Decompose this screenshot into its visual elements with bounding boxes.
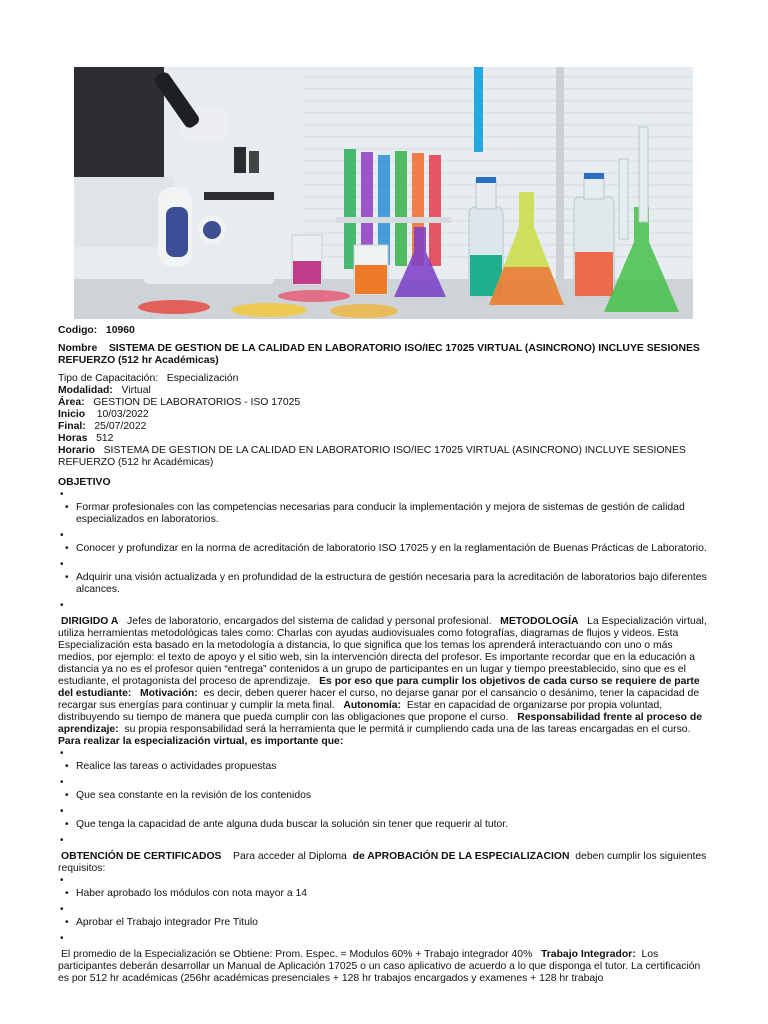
requisito-item: • Realice las tareas o actividades propuestas bbox=[58, 761, 710, 773]
objetivo-list bbox=[58, 489, 710, 612]
lab-glassware-illustration bbox=[74, 67, 693, 319]
final-row bbox=[58, 421, 710, 433]
horas-value: 512 bbox=[96, 433, 114, 444]
tipo-label: Tipo de Capacitación: bbox=[58, 373, 159, 384]
objetivo-item: • Adquirir una visión actualizada y en profundidad de la estructura de gestión necesaria para la acreditación de laboratorios bajo diferentes alcances. bbox=[58, 572, 710, 596]
empty-bullet bbox=[58, 748, 710, 760]
empty-bullet bbox=[58, 933, 710, 945]
empty-bullet bbox=[58, 806, 710, 818]
realizar-label: Para realizar la especialización virtual, es importante que: bbox=[58, 736, 344, 747]
inicio-value: 10/03/2022 bbox=[96, 409, 149, 420]
course-details bbox=[58, 325, 710, 985]
trabajo-text: Los participantes deberán desarrollar un Manual de Aplicación 17025 o un caso aplicativo de acuerdo a lo que disponga el tutor. La certificación es por 512 hr académicas (256hr académicas presenciales + 128 hr trabajos encargados y examenes + 128 hr trabajo bbox=[58, 949, 701, 984]
objetivo-item: • Formar profesionales con las competencias necesarias para conducir la implementación y mejora de sistemas de gestión de calidad especializados en laboratorios. bbox=[58, 502, 710, 526]
requisitos-estudiante-list bbox=[58, 748, 710, 847]
empty-bullet bbox=[58, 530, 710, 542]
empty-bullet bbox=[58, 600, 710, 612]
empty-bullet bbox=[58, 904, 710, 916]
horario-label: Horario bbox=[58, 445, 95, 456]
empty-bullet bbox=[58, 489, 710, 501]
responsabilidad-text: su propia responsabilidad será la herramienta que le permitá ir cumpliendo cada una de las tareas encargadas en el curso. bbox=[124, 724, 691, 735]
final-label: Final: bbox=[58, 421, 86, 432]
autonomia-label: Autonomía: bbox=[343, 700, 402, 711]
inicio-label: Inicio bbox=[58, 409, 86, 420]
certificado-item: • Haber aprobado los módulos con nota mayor a 14 bbox=[58, 888, 710, 900]
laboratory-hero-image bbox=[74, 67, 693, 319]
diploma-label: de APROBACIÓN DE LA ESPECIALIZACION bbox=[352, 851, 570, 862]
empty-bullet bbox=[58, 875, 710, 887]
promedio-paragraph bbox=[58, 949, 710, 985]
objetivo-heading: OBJETIVO bbox=[58, 477, 111, 488]
motivacion-text: es decir, deben querer hacer el curso, no dejarse ganar por el cansancio o desánimo, tener la capacidad de recargar sus energías para continuar y cumplir la meta final. bbox=[58, 688, 700, 711]
certificados-list bbox=[58, 875, 710, 945]
responsabilidad-label: Responsabilidad frente al proceso de aprendizaje: bbox=[58, 712, 702, 735]
horas-row bbox=[58, 433, 710, 445]
metodologia-label: METODOLOGÍA bbox=[500, 616, 579, 627]
certificados-text1: Para acceder al Diploma bbox=[233, 851, 347, 862]
tipo-value: Especialización bbox=[166, 373, 239, 384]
modalidad-label: Modalidad: bbox=[58, 385, 113, 396]
requisito-item: • Que tenga la capacidad de ante alguna duda buscar la solución sin tener que requerir al tutor. bbox=[58, 819, 710, 831]
final-value: 25/07/2022 bbox=[94, 421, 147, 432]
codigo-label: Codigo: bbox=[58, 325, 98, 336]
nombre-label: Nombre bbox=[58, 343, 98, 354]
dirigido-label: DIRIGIDO A bbox=[61, 616, 119, 627]
certificados-paragraph bbox=[58, 851, 710, 875]
horas-label: Horas bbox=[58, 433, 88, 444]
dirigido-paragraph bbox=[58, 616, 710, 748]
modalidad-value: Virtual bbox=[121, 385, 151, 396]
dirigido-text: Jefes de laboratorio, encargados del sistema de calidad y personal profesional. bbox=[127, 616, 492, 627]
metodologia-text: La Especialización virtual, utiliza herramientas metodológicas tales como: Charlas con ayudas audiovisuales como fotografías, diagramas de flujos y videos. Esta Especialización esta basado en la metodología a distancia, lo que significa que los temas los aprenderá interactuando con uno o más medios, por ejemplo: el texto de apoyo y el sitio web, sin la intervención directa del profesor. Es importante recordar que en la educación a distancia ya no es el profesor quien “entrega” contenidos a un grupo de participantes en un lugar y tiempo preestablecido, sino que es el estudiante, el protagonista del proceso de aprendizaje. bbox=[58, 616, 707, 687]
empty-bullet bbox=[58, 559, 710, 571]
modalidad-row bbox=[58, 385, 710, 397]
area-label: Área: bbox=[58, 397, 85, 408]
motivacion-label: Motivación: bbox=[140, 688, 198, 699]
certificado-item: • Aprobar el Trabajo integrador Pre Titulo bbox=[58, 917, 710, 929]
codigo-row bbox=[58, 325, 710, 337]
objetivo-item: • Conocer y profundizar en la norma de acreditación de laboratorio ISO 17025 y en la reglamentación de Buenas Prácticas de Laboratorio. bbox=[58, 543, 710, 555]
empty-bullet bbox=[58, 835, 710, 847]
certificados-text2: deben cumplir los siguientes requisitos: bbox=[58, 851, 707, 874]
requisito-item: • Que sea constante en la revisión de los contenidos bbox=[58, 790, 710, 802]
trabajo-label: Trabajo Integrador: bbox=[540, 949, 636, 960]
area-value: GESTION DE LABORATORIOS - ISO 17025 bbox=[93, 397, 301, 408]
horario-row bbox=[58, 445, 710, 469]
inicio-row bbox=[58, 409, 710, 421]
certificados-label: OBTENCIÓN DE CERTIFICADOS bbox=[61, 851, 222, 862]
promedio-text: El promedio de la Especialización se Obtiene: Prom. Espec. = Modulos 60% + Trabajo integrador 40% bbox=[61, 949, 533, 960]
tipo-row bbox=[58, 373, 710, 385]
nombre-row bbox=[58, 343, 710, 367]
empty-bullet bbox=[58, 777, 710, 789]
area-row bbox=[58, 397, 710, 409]
horario-value: SISTEMA DE GESTION DE LA CALIDAD EN LABORATORIO ISO/IEC 17025 VIRTUAL (ASINCRONO) INCLUYE SESIONES REFUERZO (512 hr Académicas) bbox=[58, 445, 686, 468]
codigo-value: 10960 bbox=[105, 325, 135, 336]
cumplir-label: Es por eso que para cumplir los objetivos de cada curso se requiere de parte del estudiante: bbox=[58, 676, 700, 699]
nombre-value: SISTEMA DE GESTION DE LA CALIDAD EN LABORATORIO ISO/IEC 17025 VIRTUAL (ASINCRONO) INCLUYE SESIONES REFUERZO (512 hr Académicas) bbox=[58, 343, 700, 366]
autonomia-text: Estar en capacidad de organizarse por propia voluntad, distribuyendo su tiempo de manera que pueda cumplir con las obligaciones que propone el curso. bbox=[58, 700, 663, 723]
